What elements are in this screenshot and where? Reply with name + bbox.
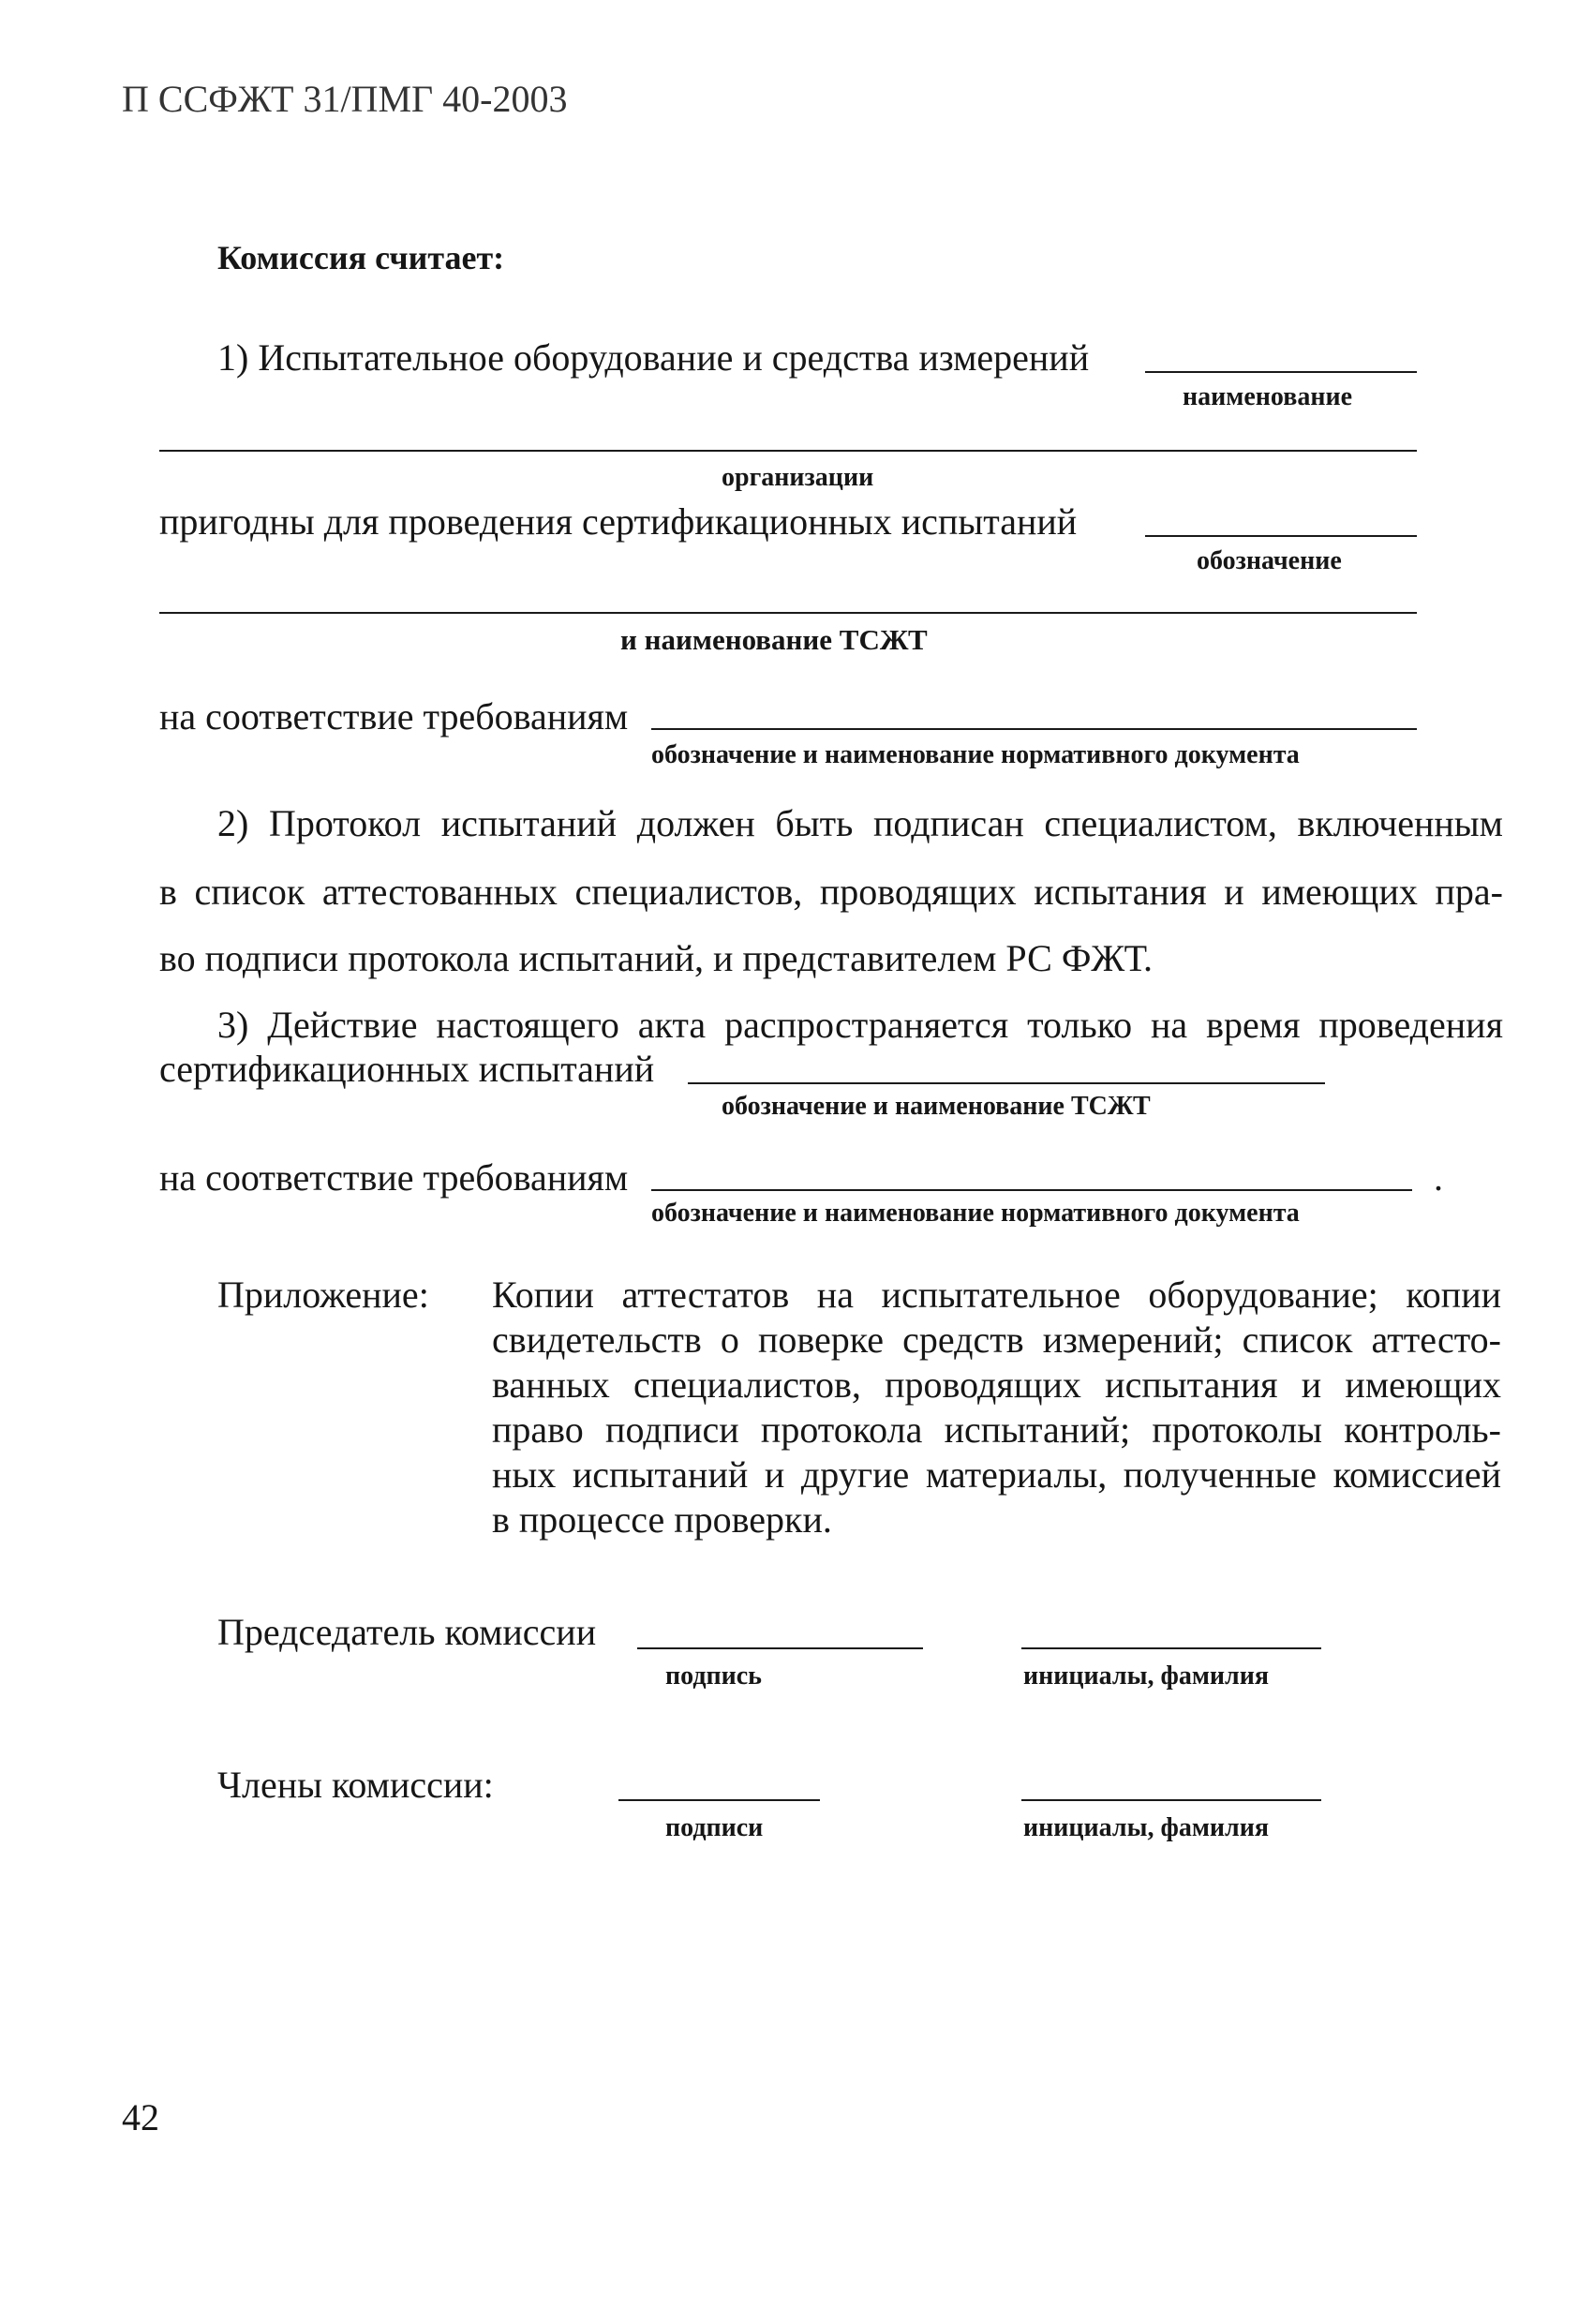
item3-line2: сертификационных испытаний (159, 1048, 655, 1090)
item1-caption-org: организации (722, 463, 874, 492)
item1-suitable-text: пригодны для проведения сертификационных испытаний (159, 500, 1078, 543)
members-label: Члены комиссии: (217, 1764, 494, 1806)
item1-caption-designation: обозначение (1197, 546, 1342, 575)
appendix-line: Копии аттестатов на испытательное оборудование; копии (492, 1274, 1501, 1316)
item2-line1: 2) Протокол испытаний должен быть подписан специалистом, включенным (217, 802, 1503, 844)
chairman-initials-line (1021, 1647, 1321, 1649)
item1-caption-tszht: и наименование ТСЖТ (620, 623, 928, 656)
item2-line3: во подписи протокола испытаний, и представителем РС ФЖТ. (159, 937, 1154, 979)
item3-line1: 3) Действие настоящего акта распространяется только на время проведения (217, 1004, 1503, 1046)
members-caption-signatures: подписи (665, 1813, 764, 1842)
item3-norm-doc-blank-line (651, 1189, 1412, 1191)
members-initials-line (1021, 1799, 1321, 1801)
page-number: 42 (122, 2096, 159, 2138)
item1-caption-norm-doc: обозначение и наименование нормативного документа (651, 740, 1300, 769)
item1-compliance-text: на соответствие требованиям (159, 695, 629, 737)
members-signature-line (618, 1799, 820, 1801)
item1-org-blank-line (159, 450, 1417, 452)
appendix-line: ных испытаний и другие материалы, полученные комиссией (492, 1453, 1501, 1496)
chairman-caption-signature: подпись (665, 1661, 762, 1691)
appendix-line: право подписи протокола испытаний; протоколы контроль- (492, 1408, 1501, 1451)
item3-caption-tszht: обозначение и наименование ТСЖТ (722, 1092, 1151, 1121)
chairman-signature-line (637, 1647, 923, 1649)
appendix-label: Приложение: (217, 1274, 429, 1316)
item1-caption-name: наименование (1183, 382, 1353, 411)
commission-heading: Комиссия считает: (217, 239, 505, 276)
item3-caption-norm-doc: обозначение и наименование нормативного документа (651, 1199, 1300, 1228)
item3-end-mark: . (1434, 1156, 1443, 1199)
item1-text: 1) Испытательное оборудование и средства измерений (217, 336, 1090, 379)
item2-line2: в список аттестованных специалистов, проводящих испытания и имеющих пра- (159, 871, 1503, 913)
members-caption-initials: инициалы, фамилия (1023, 1813, 1270, 1842)
chairman-label: Председатель комиссии (217, 1611, 597, 1653)
item1-norm-doc-blank-line (651, 728, 1417, 730)
item1-tszht-blank-line (159, 612, 1417, 614)
appendix-line: ванных специалистов, проводящих испытания и имеющих (492, 1363, 1501, 1406)
item3-tszht-blank-line (688, 1082, 1325, 1084)
appendix-line: в процессе проверки. (492, 1498, 832, 1541)
document-code-header: П ССФЖТ 31/ПМГ 40-2003 (122, 78, 568, 120)
item1-name-blank-line (1145, 371, 1417, 373)
item1-designation-blank-line (1145, 535, 1417, 537)
appendix-line: свидетельств о поверке средств измерений; список аттесто- (492, 1318, 1501, 1361)
item3-compliance-text: на соответствие требованиям (159, 1156, 629, 1199)
chairman-caption-initials: инициалы, фамилия (1023, 1661, 1270, 1691)
